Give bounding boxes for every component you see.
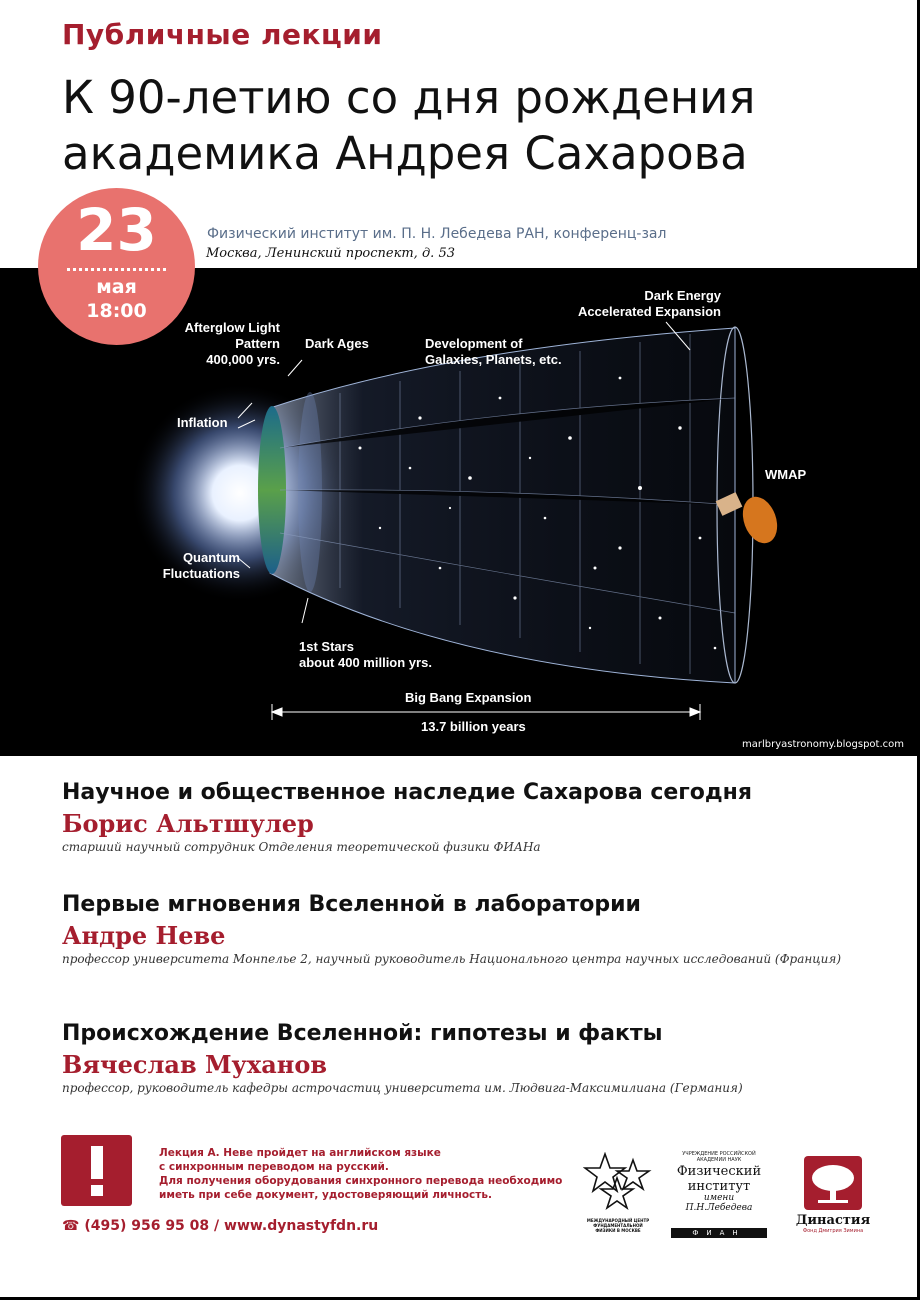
date-divider xyxy=(67,268,166,271)
tree-icon xyxy=(804,1156,862,1210)
phone-icon: ☎ xyxy=(62,1218,80,1234)
dynasty-sub: Фонд Дмитрия Зимина xyxy=(802,1228,864,1234)
fian-logo-name-2: институт xyxy=(687,1179,751,1194)
fian-logo-name-1: Физический xyxy=(676,1164,762,1179)
lecture-3 xyxy=(62,1021,852,1097)
fian-logo xyxy=(671,1151,767,1238)
lecture-title: Научное и общественное наследие Сахарова сегодня xyxy=(62,780,752,805)
date-day: 23 xyxy=(76,196,157,264)
lecture-title: Первые мгновения Вселенной в лаборатории xyxy=(62,892,641,917)
fian-logo-name-3: имени xyxy=(703,1193,735,1203)
label-big-bang: Big Bang Expansion xyxy=(405,690,532,705)
fian-logo-band: ФИАН xyxy=(671,1228,767,1238)
label-inflation: Inflation xyxy=(177,415,228,430)
title-line-2: академика Андрея Сахарова xyxy=(62,127,748,180)
lecture-speaker: Вячеслав Муханов xyxy=(62,1050,328,1079)
dynasty-logo xyxy=(795,1156,871,1234)
label-wmap: WMAP xyxy=(765,467,807,482)
series-title: Публичные лекции xyxy=(62,18,383,51)
lecture-speaker: Андре Неве xyxy=(62,921,226,950)
label-dark-energy: Dark Energy Accelerated Expansion xyxy=(577,288,721,319)
fian-logo-top: УЧРЕЖДЕНИЕ РОССИЙСКОЙ АКАДЕМИИ НАУК xyxy=(682,1151,756,1163)
page-title xyxy=(62,70,756,182)
label-first-stars: 1st Stars about 400 million yrs. xyxy=(299,639,432,670)
contact-line xyxy=(62,1218,378,1234)
dynasty-name: Династия xyxy=(795,1213,871,1228)
label-dark-ages: Dark Ages xyxy=(305,336,369,351)
lecture-title: Происхождение Вселенной: гипотезы и факты xyxy=(62,1021,663,1046)
translation-notice: Лекция А. Неве пройдет на английском языке с синхронным переводом на русский. Для получения оборудования синхронного перевода необходимо иметь при себе документ, удостоверяющий личность. xyxy=(159,1147,563,1201)
venue-name: Физический институт им. П. Н. Лебедева РАН, конференц-зал xyxy=(207,226,667,242)
lecture-1 xyxy=(62,780,852,856)
image-credit: marlbryastronomy.blogspot.com xyxy=(742,739,904,750)
center-logo xyxy=(583,1152,653,1233)
label-afterglow: Afterglow Light Pattern 400,000 yrs. xyxy=(184,320,280,367)
lecture-speaker-role: профессор, руководитель кафедры астрочастиц университета им. Людвига-Максимилиана (Германия) xyxy=(62,1081,743,1095)
title-line-1: К 90-летию со дня рождения xyxy=(62,71,756,124)
label-quantum: Quantum Fluctuations xyxy=(162,550,240,581)
fian-logo-name-4: П.Н.Лебедева xyxy=(685,1203,753,1213)
dark-ages-disc xyxy=(298,392,322,592)
venue-address: Москва, Ленинский проспект, д. 53 xyxy=(206,246,455,261)
stars-logo-icon xyxy=(583,1152,653,1214)
lecture-speaker-role: старший научный сотрудник Отделения теоретической физики ФИАНа xyxy=(62,840,541,854)
date-time: 18:00 xyxy=(86,300,147,322)
exclamation-icon xyxy=(61,1135,132,1206)
contact-link[interactable]: (495) 956 95 08 / www.dynastyfdn.ru xyxy=(84,1218,379,1234)
lecture-speaker: Борис Альтшулер xyxy=(62,809,314,838)
date-badge xyxy=(38,188,195,345)
lecture-2 xyxy=(62,892,852,968)
center-logo-caption: МЕЖДУНАРОДНЫЙ ЦЕНТР ФУНДАМЕНТАЛЬНОЙ ФИЗИКИ В МОСКВЕ xyxy=(586,1218,650,1233)
date-month: мая xyxy=(96,276,137,298)
lecture-speaker-role: профессор университета Монпелье 2, научный руководитель Национального центра научных исследований (Франция) xyxy=(62,952,842,966)
label-development: Development of Galaxies, Planets, etc. xyxy=(425,336,562,367)
label-age: 13.7 billion years xyxy=(421,719,526,734)
